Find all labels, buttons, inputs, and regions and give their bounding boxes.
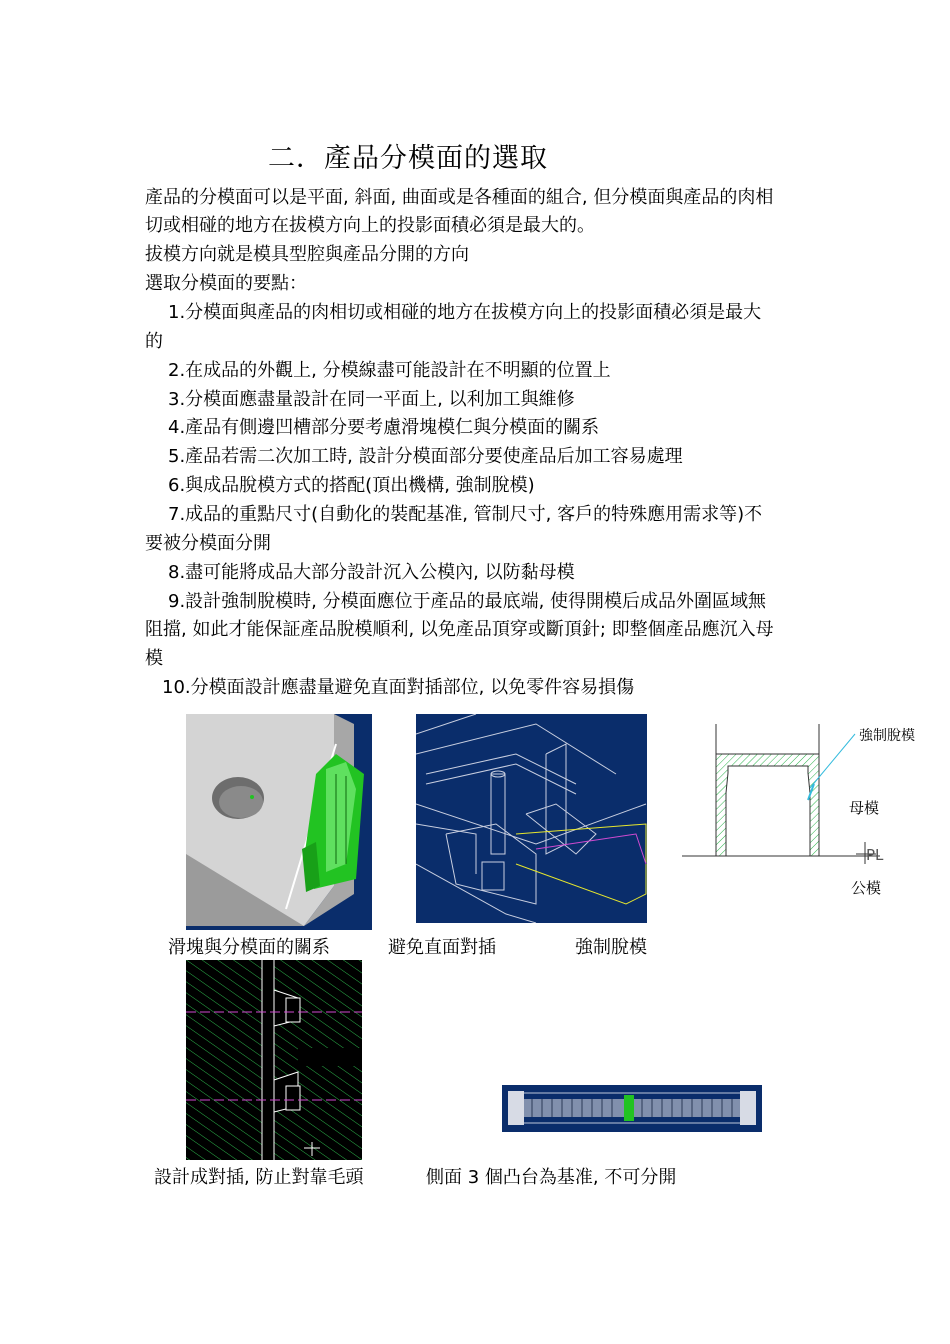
point-9: 9.設計強制脫模時, 分模面應位于產品的最底端, 使得開模后成品外圍區域無	[168, 591, 767, 612]
figure-slider-block	[186, 714, 372, 930]
point-7: 7.成品的重點尺寸(自動化的裝配基准, 管制尺寸, 客戶的特殊應用需求等)不	[168, 504, 763, 525]
point-8: 8.盡可能將成品大部分設計沉入公模內, 以防黏母模	[168, 562, 575, 583]
point-7-cont: 要被分模面分開	[145, 533, 271, 554]
label-forced-ejection: 強制脫模	[859, 728, 915, 744]
point-5: 5.產品若需二次加工時, 設計分模面部分要使產品后加工容易處理	[168, 446, 683, 467]
caption-avoid-direct: 避免直面對插	[388, 937, 496, 958]
figure-avoid-direct-insert	[416, 714, 647, 923]
figure-forced-ejection	[680, 718, 920, 908]
intro-line-2: 切或相碰的地方在拔模方向上的投影面積必須是最大的。	[145, 215, 595, 236]
label-core: 公模	[851, 879, 882, 897]
label-parting-line: PL	[866, 846, 884, 864]
point-9-cont-2: 模	[145, 648, 163, 669]
point-4: 4.產品有側邊凹槽部分要考慮滑塊模仁與分模面的關系	[168, 417, 600, 438]
intro-line-4: 選取分模面的要點：	[145, 273, 307, 294]
label-cavity: 母模	[849, 799, 880, 817]
page-title: 二．產品分模面的選取	[268, 143, 548, 174]
point-1: 1.分模面與產品的肉相切或相碰的地方在拔模方向上的投影面積必須是最大	[168, 302, 762, 323]
caption-slider: 滑塊與分模面的關系	[168, 937, 330, 958]
point-3: 3.分模面應盡量設計在同一平面上, 以利加工與維修	[168, 389, 575, 410]
figure-connector-side	[502, 1085, 762, 1132]
point-9-cont-1: 阻擋, 如此才能保証產品脫模順利, 以免產品頂穿或斷頂針; 即整個產品應沉入母	[145, 619, 774, 640]
point-6: 6.與成品脫模方式的搭配(頂出機構, 強制脫模)	[168, 475, 535, 496]
intro-line-1: 產品的分模面可以是平面, 斜面, 曲面或是各種面的組合, 但分模面與產品的肉相	[145, 187, 774, 208]
caption-connector-side: 側面 3 個凸台為基准, 不可分開	[426, 1167, 677, 1188]
caption-insert-design: 設計成對插, 防止對靠毛頭	[154, 1167, 364, 1188]
figure-insert-design	[186, 960, 362, 1160]
point-10: 10.分模面設計應盡量避免直面對插部位, 以免零件容易損傷	[162, 677, 635, 698]
intro-line-3: 拔模方向就是模具型腔與產品分開的方向	[145, 244, 469, 265]
point-2: 2.在成品的外觀上, 分模線盡可能設計在不明顯的位置上	[168, 360, 611, 381]
point-1-cont: 的	[145, 331, 163, 352]
caption-forced: 強制脫模	[575, 937, 647, 958]
